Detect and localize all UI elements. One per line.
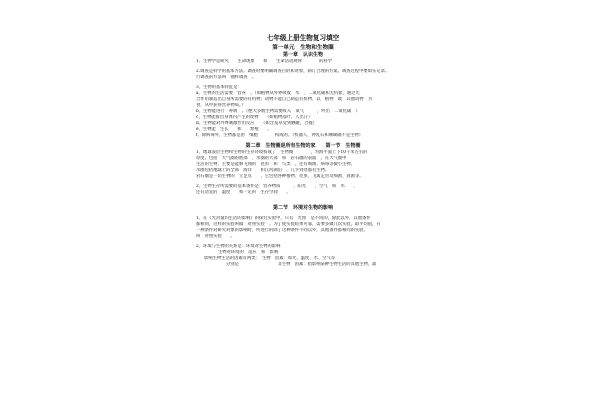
section2-q2-line4: 分别是 非生物 因素：指影响某种生物生活的其他生物，最	[226, 262, 377, 267]
chapter2-q1-line5: 岩石圈是一切生物的 立足点 ，它包括各种植物、昆虫、飞禽走兽及细菌、真菌等。	[196, 174, 364, 179]
unit-title: 第一单元 生物和生物圈	[272, 45, 334, 51]
chapter1-q3-e: e、生物能 生长 和 繁殖 。	[196, 127, 272, 132]
chapter1-q3-a-line3: 食，从中获得营养物质。）	[196, 103, 246, 108]
chapter1-q2-line2: 行调查的方法叫 抽样调查 。	[196, 75, 257, 80]
chapter2-q2-line1: 2、生物生存所需要的基本条件是：营养物质 、阳光 、空气 和 水 、	[196, 184, 358, 189]
section2-q1-line4: 叫 对照实验 。	[196, 234, 235, 239]
chapter1-q3-d: d、生物能对外界刺激作出反应 （如含羞草受到触碰，合拢）	[196, 121, 317, 126]
chapter1-q3-a-line1: a、生物的生活需要 营养 。（如植物从外界吸收 水 、二氧化碳和无机盐，通过光	[196, 91, 360, 96]
section2-q1-line1: 1、在《光对鼠妇生活的影响》的探究实验中，只有 光照 是不同的，除此以外，其他条件	[196, 216, 371, 221]
chapter2-q1-line2: 厚度，包括 大气圈的底部 、水圈的大部 和 岩石圈的表面 。在大气圈中	[196, 156, 347, 161]
section2-q1-line2: 都相同，这样的实验叫做 对照实验 。为了使实验结果可靠，需要多做几次实验，取平均值，在	[196, 222, 381, 227]
chapter1-heading: 第一章 认识生物	[282, 52, 323, 58]
chapter2-heading: 第二章 生物圈是所有生物的家 第一节 生物圈	[245, 143, 361, 149]
chapter2-q1-line4: 水圈包括地球上的全部 海洋 和江河湖泊 ，几乎到处都有生物。	[196, 168, 330, 173]
chapter1-q2-line1: 2.调查是科学的基本方法。调查时要明确调查目的和对象，制订合理的方案。调查过程中要如实记录。	[196, 69, 390, 74]
chapter1-q3-c: c、生物能排出身体内产生的废物 （如植物落叶，人出汗）	[196, 115, 313, 120]
chapter1-q3-a-line2: 合作用制造出自身所需要的有机物；动物不能自己制造有机物，以 植物 或 其他动物 为	[196, 97, 373, 102]
section2-q1-line3: 一种条件对研究对象的影响时，所进行的除了这种条件不同以外，其他条件都相同的实验，	[196, 228, 368, 233]
chapter1-q3-heading: 3、生物的基本特征是：	[196, 85, 242, 90]
document-title: 七年级上册生物复习填空	[266, 34, 340, 42]
section2-heading: 第二节 环境对生物的影响	[272, 205, 333, 211]
section2-q2-line1: 2、环境与生物的关系是：环境对生物的影响	[196, 244, 281, 249]
chapter1-q3-f: f、除病毒外，生物都是由 细胞 构成的。（机器人、钟乳石和珊瑚礁不是生物）	[196, 133, 364, 138]
chapter1-q3-b: b、生物能进行 呼吸 。（绝大多数生物需要吸入 氧气 ，呼出 二氧化碳 ）	[196, 109, 360, 114]
chapter2-q1-line3: 生活的生物，主要是能够飞翔的 昆虫 和 鸟类 ，还有细菌、病毒等微小生物。	[196, 162, 355, 167]
worksheet-content	[196, 34, 410, 268]
chapter1-q1: 1、生物学是研究 生命现象 和 生命活动规律 的科学	[196, 59, 332, 64]
chapter2-q2-line2: 还有适宜的 温度 和一定的 生存空间 。	[196, 190, 291, 195]
chapter2-q1-line1: 1、地球表层生物和生物的生存环境构成了 生物圈 ，为海平面上下10千米左右的	[196, 150, 368, 155]
section2-q2-line3: 影响生物生活的因素有两类： 生物 因素：如光、温度、水、空气等	[204, 256, 336, 261]
section2-q2-line2: 生物对环境的 适应 和 影响	[218, 250, 279, 255]
